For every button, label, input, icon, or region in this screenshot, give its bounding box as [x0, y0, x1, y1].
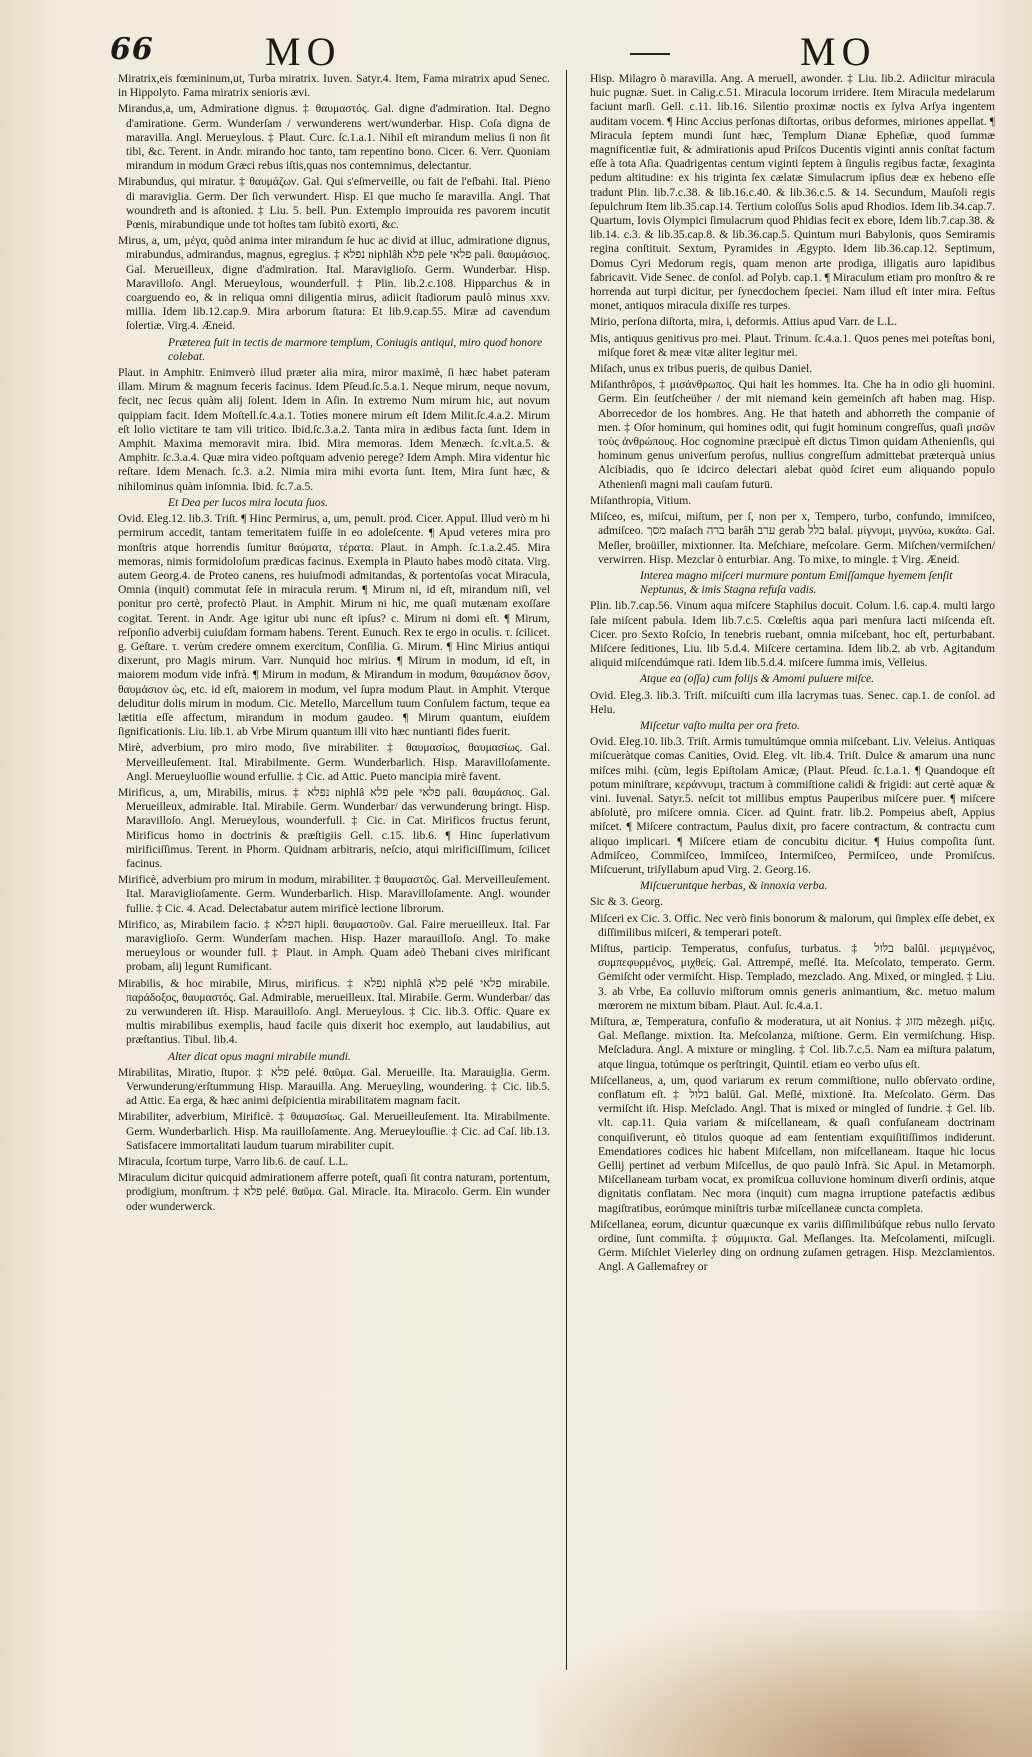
dictionary-entry: Mirabiliter, adverbium, Mirificè. ‡ θαυμασίως. Gal. Merueilleuſement. Ita. Mirabilmente. Germ. Wunderbarlich. Hisp. Ma rauilloſamente. Ang. Merueylouſlie. ‡ Cic. ad Caſ. lib.13. Satisfacere immortalitati laudum tuarum mirabiliter cupit. [118, 1110, 550, 1152]
dictionary-entry: Mis, antiquus genitivus pro mei. Plaut. Trinum. ſc.4.a.1. Quos penes mei poteſtas boni, miſque foret & meæ vitæ aliter legitur mei. [590, 331, 995, 359]
running-head-right: MO [800, 29, 877, 74]
dictionary-entry: Miſanthrôpos, ‡ μισάνθρωπος. Qui hait les hommes. Ita. Che ha in odio gli huomini. Germ. Ein ſeutſcheüher / der mit niemand kein gemeinſch aft haben mag. Hisp. Aborrecedor de los hombres. Ang. He that hateth and abhorreth the companie of men. ‡ Oſor hominum, qui homines odit, qui fugit hominum congreſſus, quaſi μισῶν τοὺς ἀνθρώπους. Hoc cognomine præcipuè eſt dictus Timon quidam Athenienſis, qui hominum genus univerſum peroſus, nullius congreſſum admittebat præterquà unius Alcibiadis, quo ſe idcirco delectari alebat quòd ſciret eum aliquando populo Athenienſi magni mali cauſam futurū. [590, 378, 995, 491]
verse-quotation: Miſcetur vaſto multa per ora freto. [640, 718, 800, 732]
dictionary-entry: Mirabilitas, Miratio, ſtupor. ‡ פלא pelé. θαῦμα. Gal. Merueille. Ita. Marauiglia. Germ. Verwunderung/erſtummung Hisp. Marauilla. Ang. Merueyling, woundering. ‡ Cic. lib.5. ad Attic. Ea erga, & hæc animi deſpicientia mirabilitatem magnam facit. [118, 1065, 551, 1108]
verse-quotation: Præterea fuit in tectis de marmore templum, Coniugis antiqui, miro quod honore colebat. [168, 335, 543, 363]
water-stain [540, 1610, 1032, 1757]
entry-continuation: Sic & 3. Georg. [590, 895, 663, 909]
dictionary-entry: Miſtus, particip. Temperatus, confuſus, turbatus. ‡ בלול balûl. μεμιγμένος, συμπεφυρμένος, μιχθείς. Gal. Attrempé, meſlé. Ita. Meſcolato, temperato. Germ. Gemiſcht oder vermiſcht. Hisp. Templado, mezclado. Ang. Mixed, or mingled. ‡ Liu. 3. ab Vrbe, Ea colluvio miſtorum omnis generis animantium, &c. metuo malum mœrorem ne mixtum bibam. Plaut. Aul. ſc.4.a.1. [590, 941, 995, 1012]
dictionary-entry: Mirabilis, & hoc mirabile, Mirus, mirificus. ‡ נפלא niphlâ פלא pelé פלאי mirabile. παράδοξος, θαυμαστός. Gal. Admirable, merueilleux. Ital. Mirabile. Germ. Wunderbar/ das zu verwunderen iſt. Hisp. Marauilloſo. Angl. Merueylous. ‡ Cic. lib.3. Offic. Quare ex multis mirabilibus exemplis, haud facile quis dixerit hoc exemplo, aut laudabilius, aut præſtantius. Tibul. lib.4. [118, 976, 551, 1047]
entry-continuation: Hisp. Milagro ò maravilla. Ang. A meruell, awonder. ‡ Liu. lib.2. Adiicitur miracula huic pugnæ. Suet. in Calig.c.51. Miracula locorum irridere. Item Miracula medelarum faciunt marſi. Gell. c.11. lib.16. Silentio proximæ noctis ex ſylva Arſya ingentem auditam vocem. ¶ Hinc Accius perſonas diſtortas, oribus deformes, miriones appellat. ¶ Miracula ſeptem mundi ſunt hæc, Templum Dianæ Epheſiæ, quod ſummæ magnificentiæ fuit, & admirationis apud Priſcos Ducentis viginti annis conſtat factum eſſe à tota Aſia. Quadrigentas centum viginti ſeptem à ſingulis regibus factæ, ſexaginta pedum altitudine: ex his triginta ſex cælatæ Simulacrum ipſius deæ ex hebeno eſſe tradunt Plin. lib.7.c.38. & lib.16.c.40. & lib.36.c.5. & 14. Secundum, Mauſoli regis ſepulchrum Item lib.35.cap.14. Tertium coloſſus Solis apud Rhodios. Idem lib.34.cap.7. Quartum, Iovis Olympici ſimulacrum quod Phidias fecit ex ebore, Idem lib.7.cap.38. & lib.14. c.3. & lib.35.cap.8. & lib.36.cap.5. Quintum muri Babylonis, quos Semiramis regina conſtituit. Sextum, Pyramides in Ægypto. Idem lib.36.cap.12. Septimum, Domus Cyri Medorum regis, quam menon arte prodiga, illigatis auro lapidibus fabricavit. Vide Senec. de conſol. ad Polyb. cap.1. ¶ Miraculum etiam pro monſtro & re horrenda aut turpi dicitur, per ſynecdochem ſpeciei. Nam illud eſt inter mira. Feſtus monet, antiquos miracula dixiſſe res turpes. [590, 72, 995, 313]
entry-continuation: Plaut. in Amphitr. Enimverò illud præter alia mira, miror maximè, ſi hæc habet pateram illam. Mirum & magnum feceris facinus. Idem Pſeud.ſc.5.a.1. Neque mirum, neque novum, fecit, nec ſecus quàm alij ſolent. Idem in Aſin. In extremo Num mirum hic, aut novum quippiam facit. Idem Moſtell.ſc.4.a.1. Toties monere mirum eſt Idem Milit.ſc.4.a.2. Mirum eſt lolio victitare te tam vili tritico. Ibid.ſc.3.a.2. Tanta mira in ædibus facta ſunt. Idem in Amphit. Maxima memoravit mira. Ibid. Mira memoras. Idem Menæch. ſc.vlt.a.5. & Amphitr. ſc.3.a.4. Quæ mira video poſtquam advenio perege? Idem Amph. Mira videntur hìc reſtare. Idem Menach. ſc.3. a.2. Nimia mira mihi evorta ſunt. Item, Mira ſunt hæc, & nihilominus quàm inſomnia. Ibid. ſc.7.a.5. [118, 366, 550, 493]
dictionary-entry: Mirifico, as, Mirabilem facio. ‡ הפלא hipli. θαυμαστοῦν. Gal. Faire merueilleux. Ital. Far maraviglioſo. Germ. Wunderſam machen. Hisp. Hazer marauilloſo. Angl. To make merueylous or wounder full. ‡ Plaut. in Amph. Quam adeò Thebani cives mirificant probam, alij legunt Rumificant. [118, 917, 550, 974]
page-header [110, 28, 992, 74]
dictionary-entry: Miracula, ſcortum turpe, Varro lib.6. de cauſ. L.L. [118, 1155, 349, 1169]
dictionary-entry: Mirificè, adverbium pro mirum in modum, mirabiliter. ‡ θαυμαστῶς. Gal. Merveilleuſement. Ital. Maraviglioſamente. Germ. Wunderbarlich. Hisp. Maravilloſamente. Angl. wounder fullie. ‡ Cic. 4. Acad. Delectabatur autem mirificè lectione librorum. [118, 873, 550, 915]
verse-quotation: Et Dea per lucos mira locuta ſuos. [168, 495, 329, 509]
dictionary-entry: Mirabundus, qui miratur. ‡ θαυμάζων. Gal. Qui s'eſmerveille, ou fait de l'eſbahi. Ital. Pieno di maraviglia. Germ. Der ſich verwundert. Hisp. El que mucho ſe maravilla. Angl. That woundreth and is aſtonied. ‡ Liu. 5. bell. Pun. Extemplo improuida res pavorem incutit Pœnis, mirabundique unde tot hoſtes tam ſubitò exorti, &c. [118, 175, 550, 232]
dictionary-entry: Miſceri ex Cic. 3. Offic. Nec verò finis bonorum & malorum, qui ſimplex eſſe debet, ex diſſimilibus miſceri, & temperari poteſt. [590, 911, 995, 939]
page-number: 66 [110, 32, 154, 67]
entry-continuation: Ovid. Eleg.3. lib.3. Triſt. miſcuiſti cum illa lacrymas tuas. Senec. cap.1. de conſol. ad Helu. [590, 688, 995, 716]
dictionary-entry: Mirificus, a, um, Mirabilis, mirus. ‡ נפלא niphlâ פלא pele פלאי pali. θαυμάσιος. Gal. Merueilleux, admirable. Ital. Mirabile. Germ. Wunderbar/ das verwunderung bringt. Hisp. Maravilloſo. Angl. Merueylous, wounderfull. ‡ Cic. in Cat. Mirificos fructus ferunt, Mirificus homo in doctrinis & præſtigiis Gell. c.15. lib.6. ¶ Hinc ſuperlativum mirificiſſimus. Terent. in Phorm. Quidnam arbitraris, neſcio, atqui mirificiſſimum, ſcilicet facinus. [118, 785, 550, 870]
running-head-left: MO [265, 29, 342, 74]
right-column [590, 72, 995, 1277]
verse-quotation: Miſcueruntque herbas, & innoxia verba. [640, 879, 828, 893]
dictionary-entry: Mirio, perſona diſtorta, mira, i, deformis. Attius apud Varr. de L.L. [590, 315, 897, 329]
dictionary-entry: Miſcellanea, eorum, dicuntur quæcunque ex variis diſſimilibúſque rebus nullo ſervato ordine, ſunt commiſta. ‡ σύμμικτα. Gal. Meſlanges. Ita. Meſcolamenti, miſcugli. Germ. Miſchlet Vielerley ding on ordnung zuſamen getragen. Hisp. Mezclamientos. Angl. A Gallemafrey or [590, 1217, 995, 1274]
dictionary-entry: Miſtura, æ, Temperatura, confuſio & moderatura, ut ait Nonius. ‡ מזוג mêzegh. μίξις. Gal. Meſlange. mixtion. Ita. Meſcolanza, miſtione. Germ. Ein vermiſchung. Hisp. Meſcladura. Angl. A mixture or mingling. ‡ Col. lib.7.c.5. Nam ea miſtura palatum, atque lingua, totúmque os perſtringit, Quintil. etiam eo verbo uſus eſt. [590, 1015, 995, 1071]
dictionary-entry: Mirandus,a, um, Admiratione dignus. ‡ θαυμαστός. Gal. digne d'admiration. Ital. Degno d'amiratione. Germ. Wunderſam / verwunderens wert/wunderbar. Hisp. Coſa digna de maravilla. Angl. Merueylous. ‡ Plaut. Curc. ſc.1.a.1. Nihil eſt mirandum melius ſi non ſit tibi, &c. Terent. in Andr. mirando hoc tanto, tam repentino bono. Cicer. 6. Verr. Quoniam mirandum in modum Græci rebus iſtis,quas nos contemnimus, delectantur. [118, 102, 550, 173]
verse-quotation: Interea magno miſceri murmure pontum Emiſſamque hyemem ſenſit Neptunus, & imis Stagna refuſa vadis. [640, 568, 953, 597]
dictionary-entry: Mirus, a, um, μέγα, quòd anima inter mirandum ſe huc ac divid at illuc, admiratione dignus, mirabundus, admirandus, magnus, egregius. ‡ נפלא niphlâh פלא pele פלאי pali. θαυμάσιος. Gal. Merueilleux, digne d'admiration. Ital. Maraviglioſo. Germ. Wunderbar. Hisp. Maravilloſo. Angl. Merueylous, wounderfull. ‡ Plin. lib.2.c.108. Hipparchus & in coarguendo eo, & in reliqua omni diligentia mirus, adiicit ſtadiorum paulò minus xxv. millia. Idem lib.12.cap.9. Mira arborum ſtatura: Et lib.9.cap.55. Miræ ad cavendum ſolertiæ. Virg.4. Æneid. [118, 234, 551, 333]
entry-continuation: Ovid. Eleg.10. lib.3. Triſt. Armis tumultúmque omnia miſcebant. Liv. Veleius. Antiquas miſcueràtque comas Canities, Ovid. Eleg. vlt. lib.4. Triſt. Dulce & amarum una nunc miſces mihi. (cùm, legis Epiſtolam Amicæ, (Plaut. Pſeud. ſc.1.a.1. ¶ Quandoque eſt potum miniſtrare, κεράννυμι, tractum à commiſtione calidi & frigidi: aut certè aquæ & vini. Iuvenal. Satyr.5. neſcit tot millibus emptus Pauperibus miſcere puer. ¶ miſcere abſolutè, pro miſcere omnia. Cicer. ad Quint. fratr. lib.2. Pompeius abeſt, Appius miſcet. ¶ Miſcere contractum, Paulus dixit, pro facere contractum, & contractu cum aliquo implicari. ¶ Miſcere etiam de concubitu dicitur. ¶ Huius compoſita ſunt. Admiſceo, Commiſceo, Immiſceo, Intermiſceo, Permiſceo, unde Promiſcus. Miſcuerunt, triſyllabum apud Virg. 2. Georg.16. [590, 735, 995, 876]
entry-continuation: Ovid. Eleg.12. lib.3. Triſt. ¶ Hinc Permirus, a, um, penult. prod. Cicer. Appul. Illud verò m hi permirum accedit, tantam temeritatem fuiſſe in eo adoleſcente. ¶ Apud veteres mira pro monſtris atque horrendis ſumitur θαύματα, τέρατα. Plaut. in Amph. ſc.1.a.2.45. Mira memoras, nimis formidoloſum prædicas facinus. Exempla in Plauto habes modò citata. Virg. autem Georg.4. de Proteo canens, res huiuſmodi admitandas, & portentoſas vocat Miracula, Omnia (inquit) commutat ſeſe in miracula rerum. ¶ Mirum ni, id eſt, mirandum niſi, vel ponitur pro certè, profectò Plaut. in Amphit. Mirum ni hic, me quaſi mutænam exoſſare cogitat. Terent. in Andr. Age igitur ubi nunc eſt ipſus? c. Mirum ni domi eſt. ¶ Mirum, reſponſio adverbij cuiuſdam formam habens. Terent. Eunuch. Rex te ergo in oculis. τ. ſcilicet. g. Geſtare. τ. verùm credere omnem exercitum, Conſilia. G. Mirum. ¶ Hinc Mirius antiqui dixerunt, pro Magis mirum. Varr. Nunquid hoc mirius. ¶ Mirum in modum, id eſt, in maiorem modum vide infrà. ¶ Mirum in modum, & Mirandum in modum, θαυμάσιον ὅσον, θαυμάσιον ὡς, etc. id eſt, maiorem in modum, vel ſupra modum Plaut. in Amphit. Vterque deluditur dolis mirum in modum. Cic. Metello, Marcellum tuum Conſulem factum, teque ea lætitia eſſe affectum, mirandum in modum gaudeo. ¶ Mirum quantum, eiuſdem ſignificationis. Liu. lib.1. ab Vrbe Mirum quantum illi vito hæc nuntianti fides fuerit. [118, 512, 550, 739]
dictionary-entry: Miſanthropia, Vitium. [590, 493, 692, 507]
column-divider [566, 70, 567, 1670]
dictionary-entry: Miſceo, es, miſcui, miſtum, per ſ, non per x, Tempero, turbo, confundo, immiſceo, admiſceo. מסך maſach ברה barâh ערב gerab בלל balal. μίγνυμι, μιγνύω, κυκάω. Gal. Meſler, broüiller, mixtionner. Ita. Meſchiare, meſcolare. Germ. Miſchen/vermiſchen/ verwirren. Hisp. Mezclar ò enturbiar. Ang. To mixe, to mingle. ‡ Virg. Æneid. [590, 510, 995, 566]
verse-quotation: Atque ea (oſſa) cum folijs & Amomi puluere miſce. [640, 672, 875, 686]
header-rule [630, 53, 670, 55]
dictionary-entry: Mirè, adverbium, pro miro modo, ſive mirabiliter. ‡ θαυμασίως, θαυμασίως. Gal. Merveilleuſement. Ital. Mirabilmente. Germ. Wunderbarlich. Hisp. Maravilloſamente. Angl. Merueyluoſlie wound erfullie. ‡ Cic. ad Attic. Pueto mancipia mirè favent. [118, 741, 550, 783]
entry-continuation: Miratrix,eis fœmininum,ut, Turba miratrix. Iuven. Satyr.4. Item, Fama miratrix apud Senec. in Hippolyto. Fama miratrix senioris ævi. [118, 72, 550, 100]
entry-continuation: Plin. lib.7.cap.56. Vinum aqua miſcere Staphilus docuit. Colum. l.6. cap.4. multi largo ſale miſcent pabula. Idem lib.7.c.5. Cœleſtis aqua pari menſura lacti miſcenda eſt. Cicer. pro Sexto Roſcio, In tenebris ruebant, omnia miſcebant, hoc eſt, perturbabant. Miſcere ſeditiones, Liu. lib 5.d.4. Miſcere certamina. Idem lib.2. ab vrb. Agitandum aliquid miſcendúmque rati. Idem lib.5.d.4. miſcere ſumma imis, Velleius. [590, 599, 995, 670]
dictionary-entry: Miſach, unus ex tribus pueris, de quibus Daniel. [590, 362, 813, 376]
dictionary-entry: Miſcellaneus, a, um, quod variarum ex rerum commiſtione, nullo obſervato ordine, conflatum eſt. ‡ בלול balûl. Gal. Meſlé, mixtionè. Ita. Meſcolato. Germ. Das vermiſcht iſt. Hisp. Meſclado. Angl. That is mixed or mingled of ſundrie. ‡ Gel. lib. vlt. cap.11. Quia variam & miſcellaneam, & quaſi confuſaneam doctrinam conquiſiverunt, eò titulos quoque ad eam ſententiam exquiſitiſſimos indiderunt. Emendatiores codices hic habent Miſcellam, non miſcellaneam. Itaque hic locus Gellij pertinet ad verbum Miſcellus, de quo paulò Infrà. Sic Apul. in Metamorph. Miſcellaneam turbam vocat, ex promiſcua colluvione hominum diverſi ordinis, atque dignitatis conflatam. Nec mora (inquit) cum magna irruptione patefactis ædibus magiſtratibus, eorúmque miniſtris turbæ miſcellaneæ cuncta completa. [590, 1073, 995, 1215]
dictionary-entry: Miraculum dicitur quicquid admirationem afferre poteſt, quaſi ſit contra naturam, portentum, prodigium, monſtrum. ‡ פלא pelé. θαῦμα. Gal. Miracle. Ita. Miracolo. Germ. Ein wunder oder wunderwerck. [118, 1171, 550, 1213]
verse-quotation: Alter dicat opus magni mirabile mundi. [168, 1049, 351, 1063]
left-column [118, 72, 550, 1216]
